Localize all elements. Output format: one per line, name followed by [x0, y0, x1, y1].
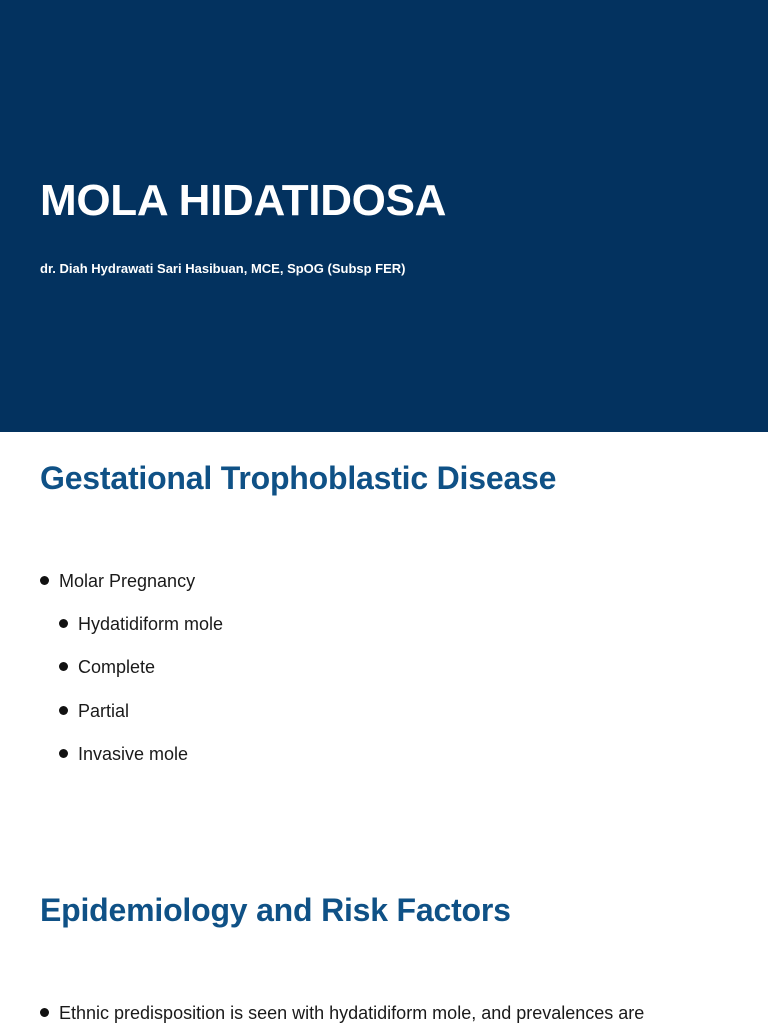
- bullet-text: Complete: [78, 657, 156, 677]
- bullet-text: Molar Pregnancy: [59, 571, 196, 591]
- bullet-dot-icon: [40, 576, 49, 585]
- bullet-dot-icon: [59, 662, 68, 671]
- bullet-text: Ethnic predisposition is seen with hydatidiform mole, and prevalences are: [59, 1003, 645, 1023]
- bullet-item: [59, 743, 188, 765]
- bullet-item: [59, 613, 223, 635]
- slide-heading: Gestational Trophoblastic Disease: [40, 460, 557, 496]
- bullet-text: Hydatidiform mole: [78, 614, 224, 634]
- bullet-dot-icon: [40, 1008, 49, 1017]
- bullet-item: [40, 570, 195, 592]
- bullet-dot-icon: [59, 749, 68, 758]
- bullet-item: [40, 1002, 644, 1024]
- bullet-item: [59, 656, 155, 678]
- bullet-text: Partial: [78, 701, 130, 721]
- author-line: dr. Diah Hydrawati Sari Hasibuan, MCE, SpOG (Subsp FER): [40, 261, 406, 276]
- slide-gestational-trophoblastic-disease: [0, 432, 768, 864]
- bullet-item: [59, 700, 129, 722]
- bullet-dot-icon: [59, 706, 68, 715]
- title-slide: [0, 0, 768, 432]
- slide-heading: Epidemiology and Risk Factors: [40, 892, 511, 928]
- bullet-text: Invasive mole: [78, 744, 189, 764]
- slide-title: MOLA HIDATIDOSA: [40, 176, 447, 225]
- slide-epidemiology-risk-factors: [0, 864, 768, 1024]
- bullet-dot-icon: [59, 619, 68, 628]
